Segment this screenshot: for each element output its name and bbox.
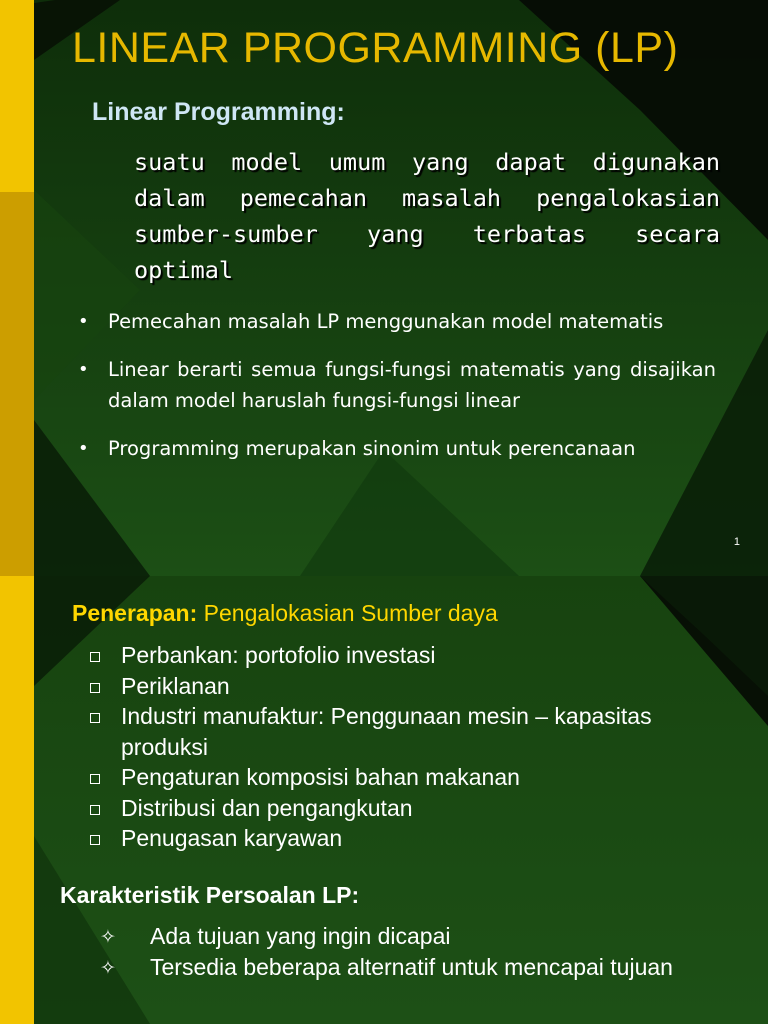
square-bullet-icon [90,805,100,815]
list-item-text: Periklanan [121,672,230,699]
bullet-item [78,306,716,337]
characteristics-list [100,921,740,983]
slide-2 [0,576,768,1024]
bullet-list [78,306,716,481]
bullet-icon: • [78,311,89,332]
list-item-text: Perbankan: portofolio investasi [121,642,436,668]
square-bullet-icon [90,652,100,662]
list-item-text: Ada tujuan yang ingin dicapai [150,923,451,949]
slide-title: LINEAR PROGRAMMING (LP) [72,24,679,72]
definition-text: suatu model umum yang dapat digunakan dalam pemecahan masalah pengalokasian sumber-sumber yang terbatas secara optimal [134,148,720,284]
square-bullet-icon [90,774,100,784]
list-item-text: Tersedia beberapa alternatif untuk mencapai tujuan [150,954,673,980]
sidebar-strip-bottom [0,192,34,576]
characteristics-heading: Karakteristik Persoalan LP: [60,882,360,908]
sidebar-strip [0,576,34,1024]
penerapan-heading [72,600,498,627]
bullet-item [78,354,716,416]
list-item [88,701,728,762]
subtitle: Linear Programming: [92,98,345,126]
four-point-star-icon: ✧ [100,958,116,979]
page-number: 1 [733,536,740,548]
list-item [100,921,740,952]
penerapan-value: Pengalokasian Sumber daya [203,600,498,626]
square-bullet-icon [90,835,100,845]
bullet-text: Programming merupakan sinonim untuk perencanaan [108,437,636,460]
list-item-text: Industri manufaktur: Penggunaan mesin – kapasitas produksi [121,703,652,760]
applications-list [88,640,728,854]
sidebar-strip-top [0,0,34,192]
list-item [88,671,728,702]
list-item [88,762,728,793]
list-item-text: Pengaturan komposisi bahan makanan [121,764,520,790]
bullet-icon: • [78,359,89,380]
list-item [88,640,728,671]
list-item-text: Penugasan karyawan [121,825,343,851]
bullet-item [78,433,716,464]
bullet-text: Linear berarti semua fungsi-fungsi matematis yang disajikan dalam model haruslah fungsi-fungsi linear [108,358,716,412]
list-item-text: Distribusi dan pengangkutan [121,794,413,821]
penerapan-label: Penerapan: [72,600,198,626]
bullet-text: Pemecahan masalah LP menggunakan model matematis [108,310,664,333]
bullet-icon: • [78,438,89,459]
list-item [88,793,728,824]
square-bullet-icon [90,713,100,723]
list-item [88,823,728,854]
list-item [100,952,740,983]
square-bullet-icon [90,683,100,693]
four-point-star-icon: ✧ [100,927,116,948]
